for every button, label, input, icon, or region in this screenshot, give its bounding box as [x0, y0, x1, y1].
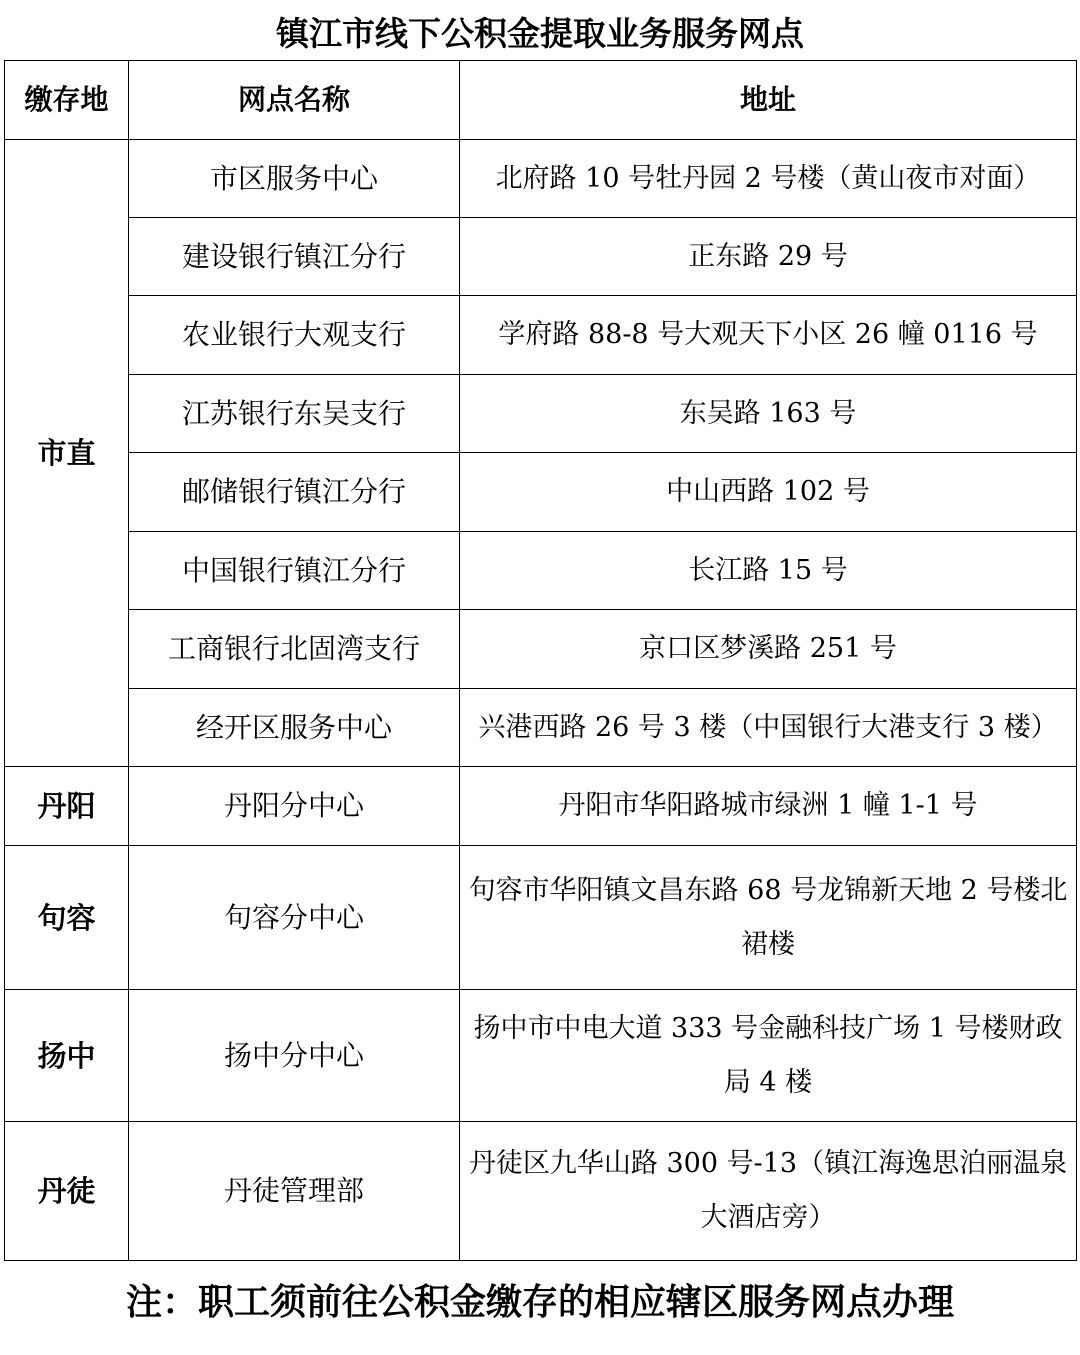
table-row	[5, 453, 1077, 532]
table-row	[5, 532, 1077, 610]
outlet-name-cell: 农业银行大观支行	[129, 296, 460, 375]
address-cell: 东吴路 163 号	[460, 375, 1077, 453]
outlet-name-cell: 丹徒管理部	[129, 1122, 460, 1261]
table-row	[5, 296, 1077, 375]
table-row	[5, 140, 1077, 218]
outlet-name-cell: 丹阳分中心	[129, 767, 460, 846]
address-cell: 长江路 15 号	[460, 532, 1077, 610]
address-cell: 正东路 29 号	[460, 218, 1077, 296]
table-header-row	[5, 61, 1077, 140]
region-cell: 扬中	[5, 990, 129, 1122]
address-cell: 学府路 88-8 号大观天下小区 26 幢 0116 号	[460, 296, 1077, 375]
region-cell: 丹徒	[5, 1122, 129, 1261]
address-cell: 兴港西路 26 号 3 楼（中国银行大港支行 3 楼）	[460, 689, 1077, 767]
address-cell: 句容市华阳镇文昌东路 68 号龙锦新天地 2 号楼北裙楼	[460, 846, 1077, 990]
address-cell: 中山西路 102 号	[460, 453, 1077, 532]
table-row	[5, 375, 1077, 453]
address-cell: 北府路 10 号牡丹园 2 号楼（黄山夜市对面）	[460, 140, 1077, 218]
outlet-name-cell: 经开区服务中心	[129, 689, 460, 767]
address-cell: 京口区梦溪路 251 号	[460, 610, 1077, 689]
table-row	[5, 689, 1077, 767]
page-title: 镇江市线下公积金提取业务服务网点	[276, 14, 804, 53]
table-row	[5, 610, 1077, 689]
table-row	[5, 990, 1077, 1122]
address-cell: 扬中市中电大道 333 号金融科技广场 1 号楼财政局 4 楼	[460, 990, 1077, 1122]
table-row	[5, 218, 1077, 296]
outlet-name-cell: 句容分中心	[129, 846, 460, 990]
outlet-name-cell: 中国银行镇江分行	[129, 532, 460, 610]
address-cell: 丹徒区九华山路 300 号-13（镇江海逸思泊丽温泉大酒店旁）	[460, 1122, 1077, 1261]
footer-note: 注：职工须前往公积金缴存的相应辖区服务网点办理	[125, 1282, 954, 1323]
outlet-name-cell: 江苏银行东吴支行	[129, 375, 460, 453]
region-cell: 丹阳	[5, 767, 129, 846]
outlet-name-cell: 邮储银行镇江分行	[129, 453, 460, 532]
table-row	[5, 846, 1077, 990]
outlet-name-cell: 建设银行镇江分行	[129, 218, 460, 296]
outlet-name-cell: 工商银行北固湾支行	[129, 610, 460, 689]
outlet-name-cell: 扬中分中心	[129, 990, 460, 1122]
region-cell: 句容	[5, 846, 129, 990]
address-cell: 丹阳市华阳路城市绿洲 1 幢 1-1 号	[460, 767, 1077, 846]
header-address: 地址	[460, 61, 1077, 140]
header-region: 缴存地	[5, 61, 129, 140]
region-cell: 市直	[5, 140, 129, 767]
table-row	[5, 767, 1077, 846]
outlet-name-cell: 市区服务中心	[129, 140, 460, 218]
service-outlets-table	[4, 60, 1077, 1261]
table-row	[5, 1122, 1077, 1261]
header-outlet-name: 网点名称	[129, 61, 460, 140]
